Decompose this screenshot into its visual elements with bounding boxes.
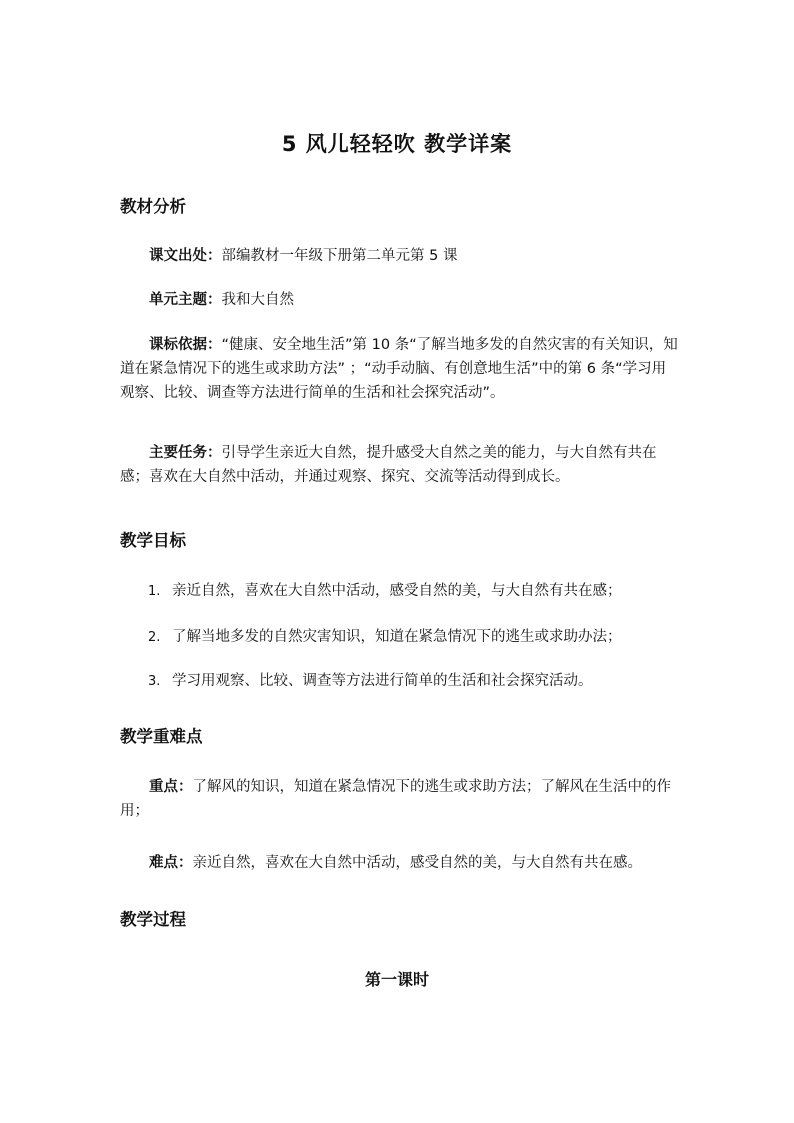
paragraph-theme: 单元主题：我和大自然 [149,292,294,308]
basis-label: 课标依据 [149,337,207,353]
section-heading-analysis: 教材分析 [120,197,186,216]
task-text: 引导学生亲近大自然，提升感受大自然之美的能力，与大自然有共在感；喜欢在大自然中活动，并通过观察、探究、交流等活动得到成长。 [120,445,657,485]
source-label: 课文出处 [149,248,207,264]
goal-number: 3. [148,674,161,689]
difficult-text: 亲近自然，喜欢在大自然中活动，感受自然的美，与大自然有共在感。 [192,855,642,871]
task-label: 主要任务 [149,445,207,461]
paragraph-difficult-point: 难点：亲近自然，喜欢在大自然中活动，感受自然的美，与大自然有共在感。 [149,855,642,871]
goal-text: 学习用观察、比较、调查等方法进行简单的生活和社会探究活动。 [172,673,593,689]
difficult-label: 难点 [149,855,178,871]
goal-item [148,625,688,650]
section-heading-key-points: 教学重难点 [120,727,203,746]
paragraph-source: 课文出处：部编教材一年级下册第二单元第 5 课 [149,248,458,264]
goal-item [148,669,688,694]
theme-label: 单元主题 [149,292,207,308]
goal-number: 2. [148,630,161,645]
paragraph-key-point: 重点：了解风的知识，知道在紧急情况下的逃生或求助方法；了解风在生活中的作用； [120,779,671,819]
goal-text: 了解当地多发的自然灾害知识，知道在紧急情况下的逃生或求助办法； [172,629,622,645]
section-heading-goals: 教学目标 [120,531,186,550]
source-text: 部编教材一年级下册第二单元第 5 课 [221,248,458,264]
document-title: 5 风儿轻轻吹 教学详案 [281,132,513,156]
theme-text: 我和大自然 [221,292,294,308]
key-label: 重点 [149,779,178,795]
goal-text: 亲近自然，喜欢在大自然中活动，感受自然的美，与大自然有共在感； [172,583,622,599]
goal-number: 1. [148,584,161,599]
paragraph-task: 主要任务：引导学生亲近大自然，提升感受大自然之美的能力，与大自然有共在感；喜欢在大自然中活动，并通过观察、探究、交流等活动得到成长。 [120,445,657,485]
paragraph-basis: 课标依据：“健康、安全地生活”第 10 条“了解当地多发的自然灾害的有关知识，知道在紧急情况下的逃生或求助方法” ；“动手动脑、有创意地生活”中的第 6 条“学习用观察、比较、调查等方法进行简单的生活和社会探究活动”。 [120,337,678,401]
basis-text: “健康、安全地生活”第 10 条“了解当地多发的自然灾害的有关知识，知道在紧急情况下的逃生或求助方法” ；“动手动脑、有创意地生活”中的第 6 条“学习用观察、比较、调查等方法进行简单的生活和社会探究活动”。 [120,337,678,401]
key-text: 了解风的知识，知道在紧急情况下的逃生或求助方法；了解风在生活中的作用； [120,779,671,819]
section-heading-process: 教学过程 [120,910,186,929]
lesson-subtitle: 第一课时 [364,970,429,989]
goal-item [148,579,688,604]
